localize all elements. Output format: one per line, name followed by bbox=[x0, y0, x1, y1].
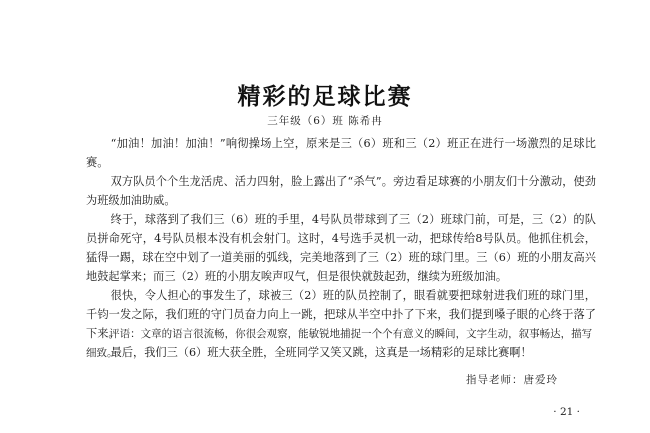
paragraph: 最后，我们三（6）班大获全胜，全班同学又笑又跳，这真是一场精彩的足球比赛啊！ bbox=[110, 346, 532, 359]
paragraph: 双方队员个个生龙活虎、活力四射，脸上露出了“杀气”。旁边看足球赛的小朋友们十分激动，使劲为班级加油助威。 bbox=[86, 175, 596, 207]
paragraph: “加油！加油！加油！”响彻操场上空，原来是三（6）班和三（2）班正在进行一场激烈的足球比赛。 bbox=[86, 137, 596, 169]
page-number: · 21 · bbox=[553, 406, 580, 418]
teacher-comment: 评语：文章的语言很流畅，你很会观察，能敏锐地捕捉一个个有意义的瞬间，文字生动，叙事畅达，描写细致。 bbox=[86, 328, 593, 359]
teacher-signature: 指导老师：唐爱玲 bbox=[466, 374, 558, 386]
paragraph: 很快，令人担心的事发生了，球被三（2）班的队员控制了，眼看就要把球射进我们班的球门里，千钧一发之际，我们班的守门员奋力向上一跳，把球从半空中扑了下来，我们提到嗓子眼的心终于落了下来。 bbox=[86, 289, 596, 340]
article-title: 精彩的足球比赛 bbox=[237, 84, 413, 110]
paragraph: 终于，球落到了我们三（6）班的手里，4号队员带球到了三（2）班球门前，可是，三（2）的队员拼命死守，4号队员根本没有机会射门。这时，4号选手灵机一动，把球传给8号队员。他抓住机会，猛得一踢，球在空中划了一道美丽的弧线，完美地落到了三（2）班的球门里。三（6）班的小朋友高兴地鼓起掌来；而三（2）班的小朋友唉声叹气，但是很快就鼓起劲，继续为班级加油。 bbox=[86, 213, 596, 283]
author-line: 三年级（6）班 陈希冉 bbox=[267, 115, 383, 127]
